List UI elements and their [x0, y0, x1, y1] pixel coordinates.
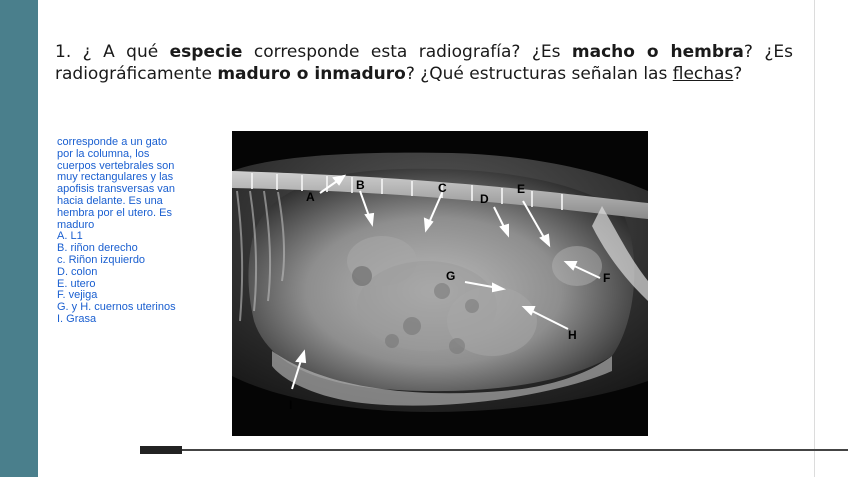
answer-line: c. Riñon izquierdo [57, 253, 146, 266]
question-part: ? ¿Qué estructuras señalan las [405, 64, 673, 84]
question-part: 1. ¿ A qué [55, 42, 170, 62]
question-text [55, 41, 793, 85]
answer-line: cuerpos vertebrales son [57, 159, 175, 172]
xray-label-c: C [438, 181, 447, 195]
xray-label-e: E [517, 182, 526, 196]
xray-label-d: D [480, 192, 489, 206]
answer-line: E. utero [57, 277, 96, 290]
cat-radiograph-image [232, 131, 648, 436]
answer-text [57, 137, 207, 326]
xray-label-g: G [446, 269, 456, 283]
answer-line: maduro [57, 218, 95, 231]
xray-label-b: B [356, 178, 365, 192]
answer-line: corresponde a un gato [57, 136, 168, 148]
question-part: corresponde esta radiografía? ¿Es [242, 42, 572, 62]
footer-rule-line [182, 449, 848, 451]
question-bold-sex: macho o hembra [571, 42, 744, 62]
answer-line: apofisis transversas van [57, 183, 175, 196]
answer-line: I. Grasa [57, 312, 97, 325]
page-edge-line [814, 0, 815, 477]
answer-line: A. L1 [57, 230, 83, 243]
answer-line: hembra por el utero. Es [57, 206, 172, 219]
answer-line: hacia delante. Es una [57, 194, 163, 207]
answer-line: muy rectangulares y las [57, 171, 174, 184]
radiograph-drawing [232, 131, 648, 436]
answer-line: D. colon [57, 265, 98, 278]
xray-label-i: I [289, 398, 293, 412]
xray-label-f: F [603, 271, 611, 285]
xray-label-h: H [568, 328, 577, 342]
question-bold-maturity: maduro o inmaduro [217, 64, 406, 84]
answer-line: por la columna, los [57, 147, 150, 160]
question-part: ? ¿Es radiográficamente [55, 42, 793, 84]
question-part: ? [733, 64, 743, 84]
question-bold-especie: especie [169, 42, 243, 62]
answer-line: F. vejiga [57, 289, 98, 302]
answer-line: G. y H. cuernos uterinos [57, 301, 176, 314]
xray-label-a: A [306, 190, 315, 204]
left-accent-bar [0, 0, 38, 477]
footer-rule-accent [140, 446, 182, 454]
question-underline-flechas: flechas [672, 64, 734, 84]
answer-line: B. riñon derecho [57, 242, 138, 255]
